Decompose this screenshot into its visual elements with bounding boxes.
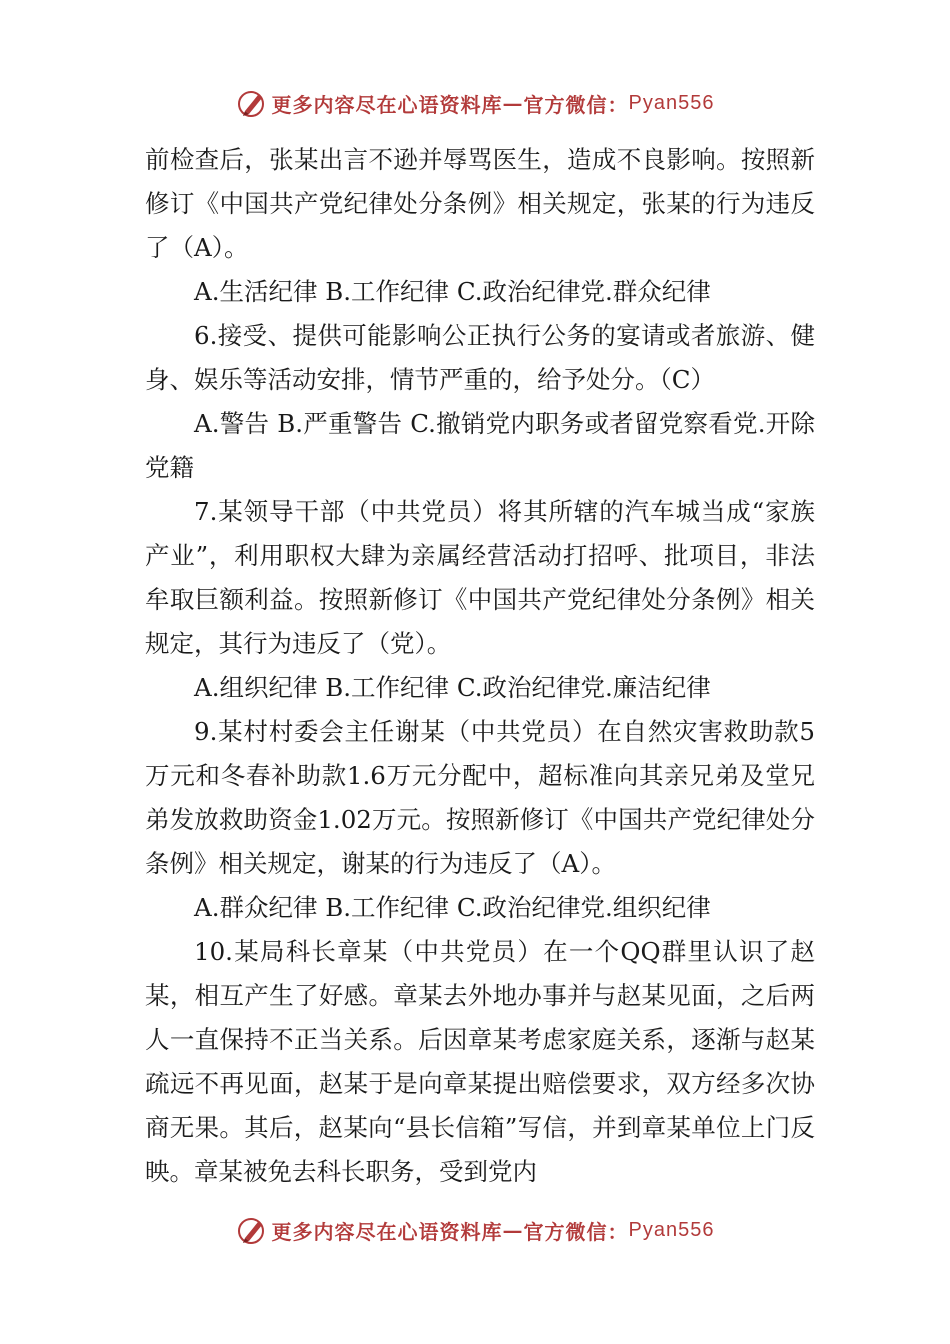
banner-contact-label: 官方微信：: [523, 1219, 629, 1244]
pen-logo-icon: [236, 1214, 268, 1246]
answer-options: A.警告 B.严重警告 C.撤销党内职务或者留党察看党.开除党籍: [145, 409, 815, 482]
header-watermark-banner: [0, 83, 950, 123]
pen-logo-icon: [236, 87, 268, 119]
banner-separator: —: [502, 91, 524, 115]
paragraph: 前检查后，张某出言不逊并辱骂医生，造成不良影响。按照新修订《中国共产党纪律处分条例》相关规定，张某的行为违反了（A）。: [145, 145, 815, 262]
answer-options: A.群众纪律 B.工作纪律 C.政治纪律党.组织纪律: [194, 893, 711, 922]
question: 9.某村村委会主任谢某（中共党员）在自然灾害救助款5万元和冬春补助款1.6万元分配中，超标准向其亲兄弟及堂兄弟发放救助资金1.02万元。按照新修订《中国共产党纪律处分条例》相关规定，谢某的行为违反了（A）。: [145, 717, 815, 878]
banner-contact-id: Pyan556: [628, 91, 715, 114]
question: 10.某局科长章某（中共党员）在一个QQ群里认识了赵某，相互产生了好感。章某去外地办事并与赵某见面，之后两人一直保持不正当关系。后因章某考虑家庭关系，逐渐与赵某疏远不再见面，赵某于是向章某提出赔偿要求，双方经多次协商无果。其后，赵某向“县长信箱”写信，并到章某单位上门反映。章某被免去科长职务，受到党内: [145, 937, 815, 1186]
question: 6.接受、提供可能影响公正执行公务的宴请或者旅游、健身、娱乐等活动安排，情节严重的，给予处分。（C）: [145, 321, 815, 394]
document-body: [145, 138, 815, 1194]
answer-options: A.生活纪律 B.工作纪律 C.政治纪律党.群众纪律: [194, 277, 711, 306]
banner-text: 更多内容尽在心语资料库: [271, 1219, 503, 1244]
question: 7.某领导干部（中共党员）将其所辖的汽车城当成“家族产业”，利用职权大肆为亲属经营活动打招呼、批项目，非法牟取巨额利益。按照新修订《中国共产党纪律处分条例》相关规定，其行为违反了（党）。: [145, 497, 815, 658]
banner-text: 更多内容尽在心语资料库: [271, 92, 503, 117]
banner-contact-id: Pyan556: [628, 1218, 715, 1241]
banner-separator: —: [502, 1218, 524, 1242]
footer-watermark-banner: [0, 1210, 950, 1250]
answer-options: A.组织纪律 B.工作纪律 C.政治纪律党.廉洁纪律: [194, 673, 711, 702]
banner-contact-label: 官方微信：: [523, 92, 629, 117]
